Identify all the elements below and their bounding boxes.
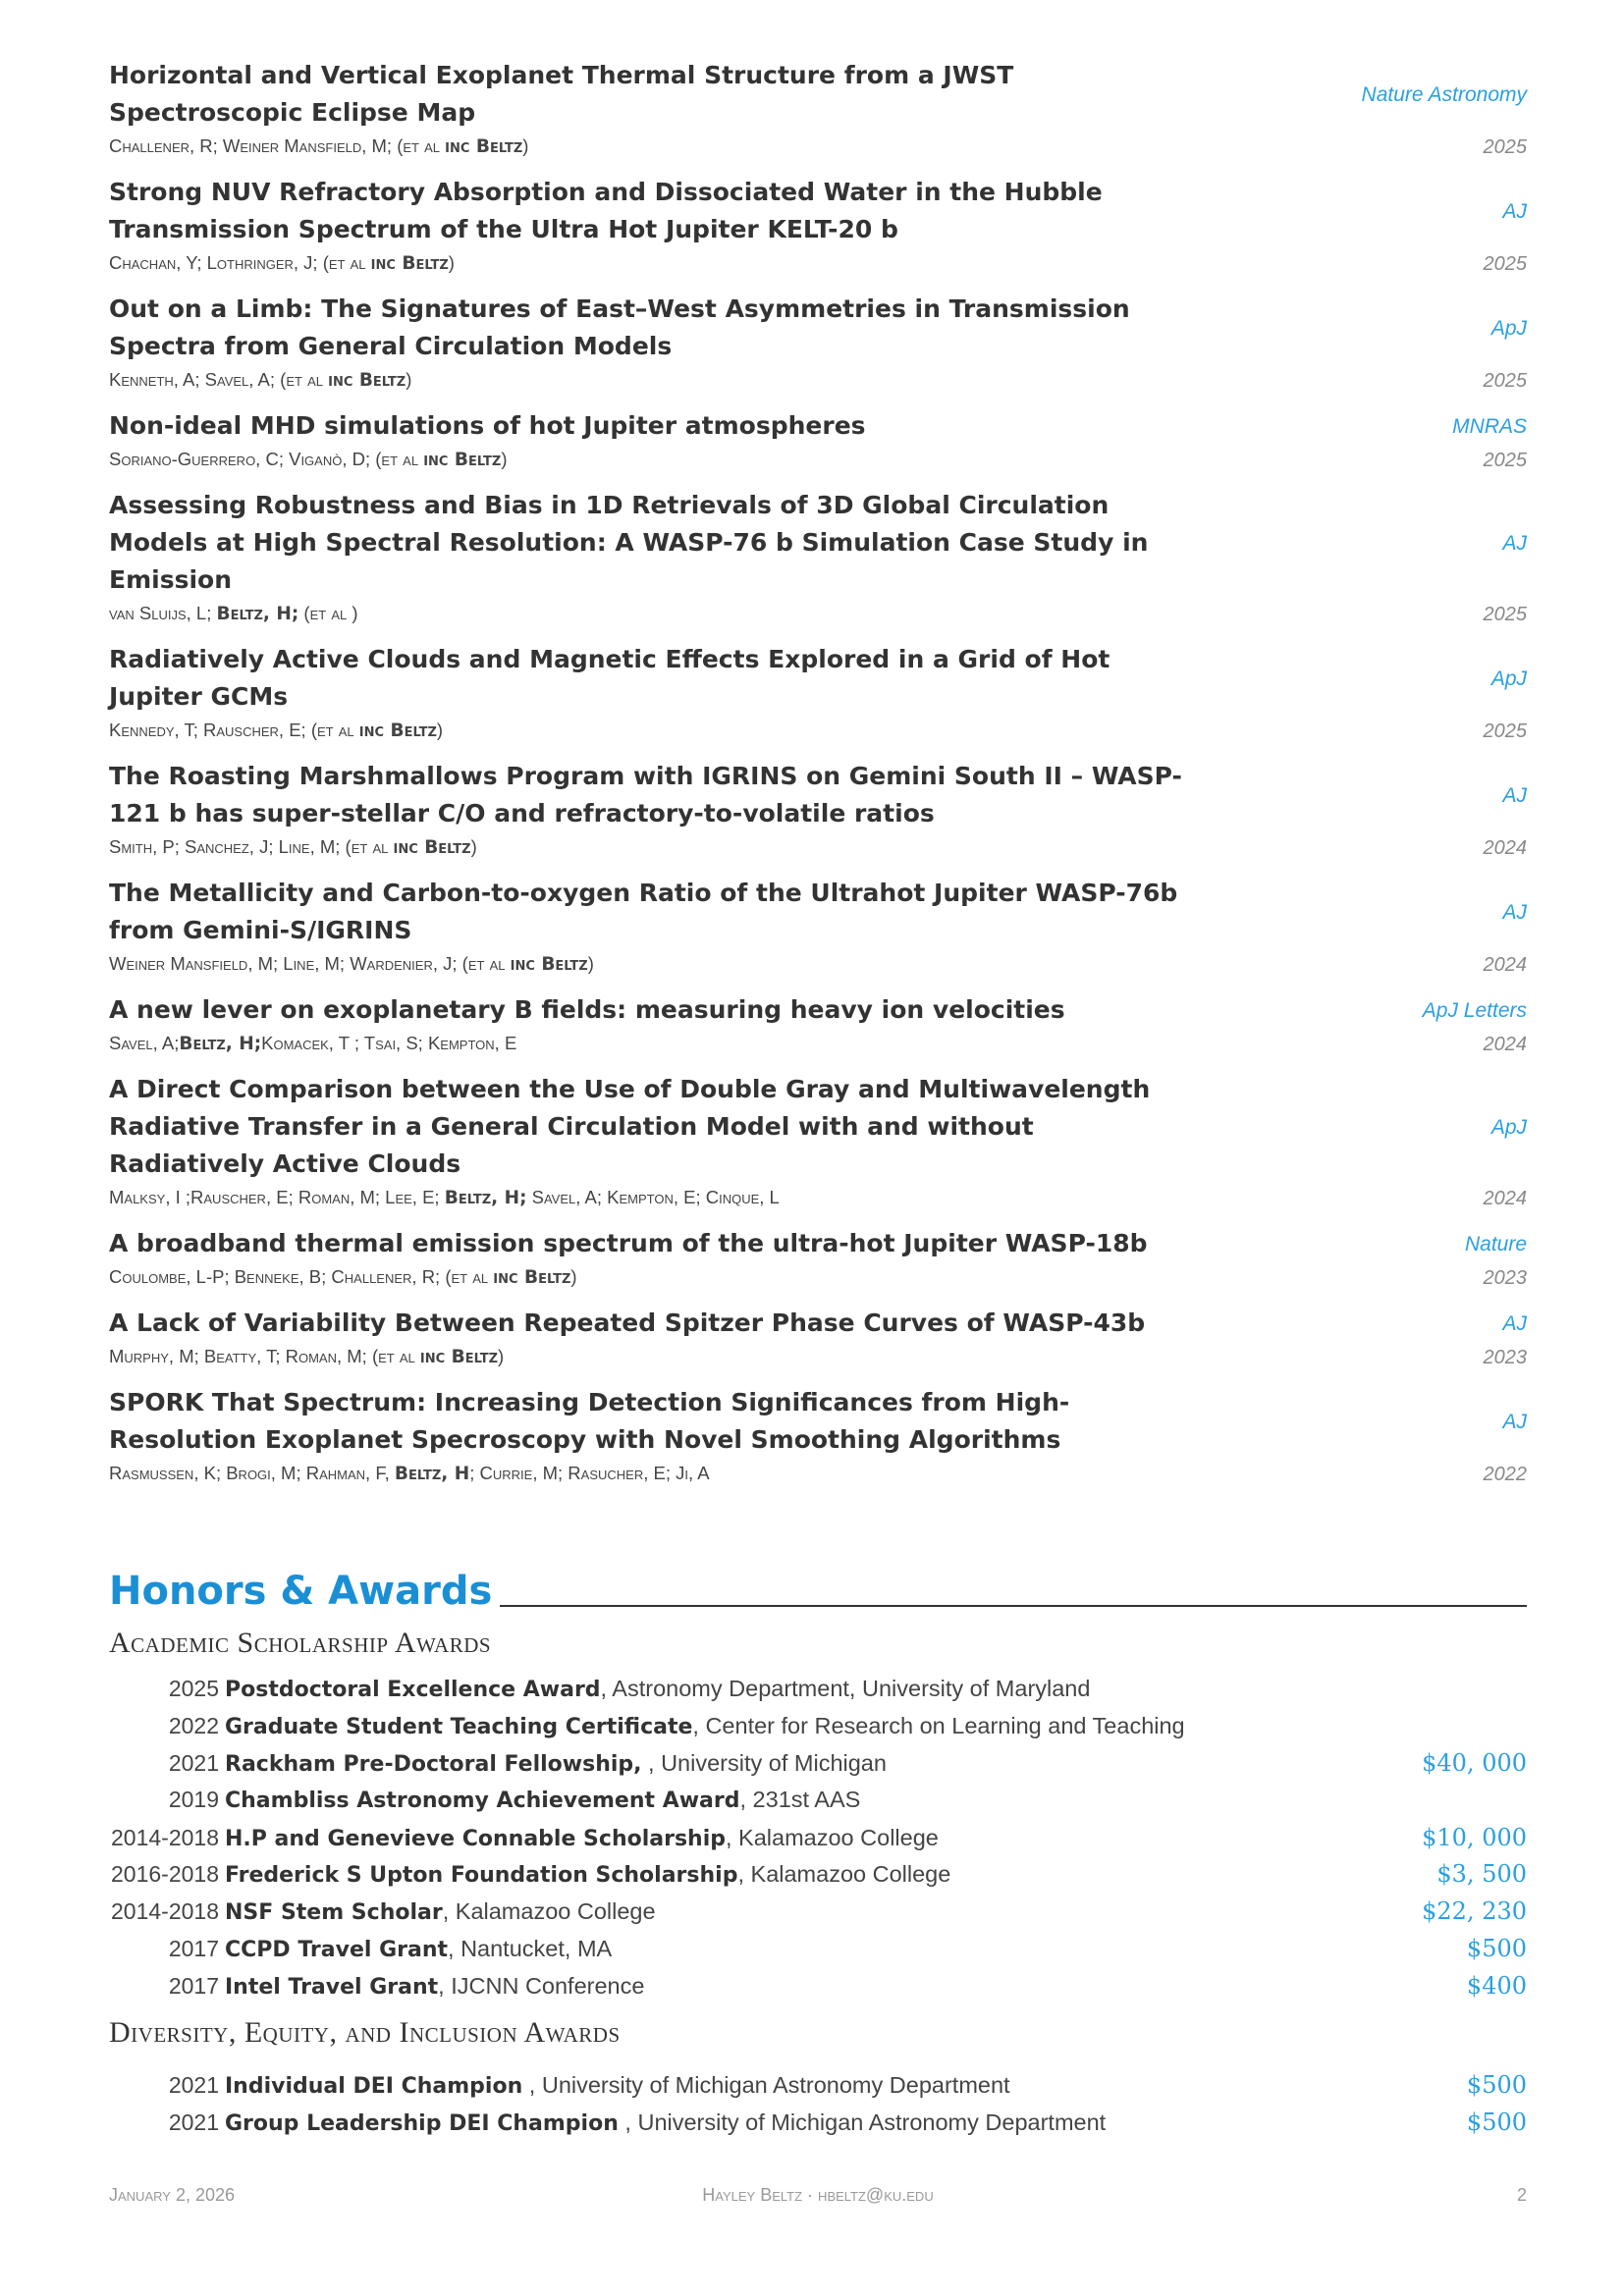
- footer-name-email: Hayley Beltz · hbeltz@ku.edu: [702, 2185, 934, 2205]
- publication-title: A Direct Comparison between the Use of Double Gray and Multiwavelength Radiative Transfer in a General Circulation Model with and without Radiatively Active Clouds: [109, 1075, 1151, 1178]
- publication-entry: [109, 758, 1527, 863]
- author-list-tail: ): [570, 1266, 577, 1287]
- author-list: Kennedy, T; Rauscher, E; (et al: [109, 720, 359, 740]
- publication-authors: [109, 1459, 1189, 1489]
- publication-entry: [109, 1071, 1527, 1213]
- award-detail: , Astronomy Department, University of Maryland: [600, 1676, 1091, 1701]
- publication-entry: [109, 487, 1527, 629]
- publication-journal[interactable]: ApJ: [1490, 1115, 1527, 1139]
- publication-meta: [1272, 291, 1527, 396]
- award-name: CCPD Travel Grant: [225, 1937, 449, 1962]
- publication-title: The Metallicity and Carbon-to-oxygen Ratio of the Ultrahot Jupiter WASP-76b from Gemini-S/IGRINS: [109, 879, 1178, 944]
- publication-meta: [1272, 875, 1527, 980]
- publication-entry: [109, 57, 1527, 162]
- award-amount: $400: [1466, 1971, 1527, 2000]
- award-name: Graduate Student Teaching Certificate: [225, 1714, 693, 1739]
- publication-title: A Lack of Variability Between Repeated Spitzer Phase Curves of WASP-43b: [109, 1308, 1146, 1337]
- author-highlight: Beltz, H;: [179, 1034, 262, 1054]
- award-amount: $500: [1466, 2108, 1527, 2136]
- award-year: 2021: [168, 2072, 219, 2099]
- award-name: Rackham Pre-Doctoral Fellowship,: [225, 1752, 642, 1778]
- dei-awards-title: Diversity, Equity, and Inclusion Awards: [109, 2016, 621, 2050]
- author-list: Weiner Mansfield, M; Line, M; Wardenier, J; (et al: [109, 953, 511, 974]
- author-list-tail: ): [470, 836, 477, 857]
- academic-awards-list: [109, 1676, 1527, 2008]
- publication-title: The Roasting Marshmallows Program with IGRINS on Gemini South II – WASP-121 b has super-stellar C/O and refractory-to-volatile ratios: [109, 762, 1182, 828]
- publication-meta: [1272, 487, 1527, 629]
- publication-meta: [1272, 1071, 1527, 1213]
- award-text: [225, 1750, 1422, 1777]
- author-list: van Sluijs, L;: [109, 603, 217, 623]
- award-name: H.P and Genevieve Connable Scholarship: [225, 1826, 726, 1851]
- publication-authors: [109, 365, 1189, 396]
- publication-authors: [109, 1342, 1189, 1372]
- award-text: [225, 1676, 1527, 1702]
- award-year: 2025: [168, 1676, 219, 1701]
- award-year: 2014-2018: [111, 1898, 219, 1925]
- cv-page: [109, 57, 1527, 2146]
- author-list: Smith, P; Sanchez, J; Line, M; (et al: [109, 836, 394, 857]
- publication-entry: [109, 641, 1527, 746]
- publication-journal[interactable]: ApJ: [1490, 667, 1527, 690]
- publication-entry: [109, 991, 1527, 1059]
- publication-authors: [109, 949, 1189, 980]
- dei-awards-list: [109, 2071, 1527, 2145]
- publication-authors: [109, 132, 1189, 162]
- publication-title: SPORK That Spectrum: Increasing Detection Significances from High-Resolution Exoplanet Specroscopy with Novel Smoothing Algorithms: [109, 1388, 1070, 1454]
- publication-entry: [109, 1225, 1527, 1293]
- author-highlight: inc Beltz: [358, 721, 437, 741]
- publication-entry: [109, 875, 1527, 980]
- award-amount: $500: [1466, 1934, 1527, 1962]
- publication-journal[interactable]: MNRAS: [1452, 414, 1527, 438]
- award-detail: , Center for Research on Learning and Teaching: [692, 1712, 1185, 1738]
- publication-main: [109, 291, 1189, 396]
- publication-title: Non-ideal MHD simulations of hot Jupiter atmospheres: [109, 411, 866, 440]
- publication-authors: [109, 1262, 1189, 1293]
- award-text: [225, 1973, 1467, 2000]
- publication-meta: [1272, 1305, 1527, 1372]
- publication-main: [109, 641, 1189, 746]
- author-list-tail: ): [587, 953, 594, 974]
- publication-journal[interactable]: Nature: [1464, 1232, 1527, 1255]
- publication-title: Horizontal and Vertical Exoplanet Thermal Structure from a JWST Spectroscopic Eclipse Map: [109, 61, 1014, 127]
- publication-year: 2025: [1483, 253, 1527, 275]
- publication-year: 2025: [1483, 721, 1527, 742]
- publication-title: A new lever on exoplanetary B fields: measuring heavy ion velocities: [109, 995, 1065, 1024]
- publication-authors: [109, 832, 1189, 863]
- award-name: Group Leadership DEI Champion: [225, 2110, 619, 2136]
- award-detail: , Kalamazoo College: [737, 1861, 951, 1888]
- author-list: Malksy, I ;Rauscher, E; Roman, M; Lee, E;: [109, 1187, 445, 1207]
- publication-authors: [109, 445, 1189, 475]
- author-highlight: inc Beltz: [370, 253, 449, 274]
- author-list: Soriano-Guerrero, C; Viganò, D; (et al: [109, 449, 424, 469]
- award-year: 2021: [168, 2109, 219, 2135]
- publication-journal[interactable]: ApJ Letters: [1422, 998, 1527, 1022]
- award-detail: , Nantucket, MA: [448, 1935, 613, 1961]
- publication-title: Strong NUV Refractory Absorption and Dissociated Water in the Hubble Transmission Spectrum of the Ultra Hot Jupiter KELT-20 b: [109, 178, 1103, 243]
- author-list-tail: ): [436, 720, 444, 740]
- publication-main: [109, 57, 1189, 162]
- footer-page-number: 2: [1516, 2185, 1527, 2205]
- award-row: [109, 1676, 1527, 1713]
- author-list-tail: Savel, A; Kempton, E; Cinque, L: [526, 1187, 780, 1207]
- award-name: Intel Travel Grant: [225, 1974, 439, 2000]
- publication-title: Radiatively Active Clouds and Magnetic Effects Explored in a Grid of Hot Jupiter GCMs: [109, 645, 1110, 711]
- award-detail: , Kalamazoo College: [726, 1824, 939, 1850]
- publication-title: Assessing Robustness and Bias in 1D Retrievals of 3D Global Circulation Models at High Spectral Resolution: A WASP-76 b Simulation Case Study in Emission: [109, 491, 1149, 594]
- publication-journal[interactable]: AJ: [1502, 1410, 1527, 1433]
- award-row: [109, 2109, 1527, 2146]
- award-year: 2022: [168, 1712, 219, 1738]
- publication-main: [109, 1225, 1189, 1293]
- author-list-tail: ): [406, 369, 412, 390]
- award-detail: , IJCNN Conference: [438, 1972, 645, 1999]
- publication-journal[interactable]: AJ: [1502, 1311, 1527, 1335]
- award-text: [225, 2109, 1467, 2136]
- publication-year: 2024: [1483, 837, 1527, 859]
- award-text: [225, 1787, 1527, 1813]
- award-detail: , Kalamazoo College: [442, 1898, 656, 1925]
- publication-journal[interactable]: AJ: [1502, 199, 1527, 223]
- publication-year: 2023: [1483, 1347, 1527, 1368]
- award-name: Postdoctoral Excellence Award: [225, 1678, 601, 1702]
- award-row: [109, 1749, 1527, 1787]
- author-highlight: Beltz, H;: [216, 604, 299, 624]
- author-list-tail: ): [522, 135, 529, 156]
- publication-year: 2025: [1483, 370, 1527, 392]
- author-list-tail: ): [448, 252, 455, 273]
- publication-authors: [109, 248, 1189, 279]
- award-row: [109, 2071, 1527, 2109]
- publication-main: [109, 1305, 1189, 1372]
- author-highlight: Beltz, H: [394, 1464, 470, 1484]
- publication-journal[interactable]: AJ: [1502, 900, 1527, 924]
- award-text: [225, 1861, 1436, 1888]
- award-text: [225, 1713, 1527, 1739]
- publication-main: [109, 174, 1189, 279]
- award-year: 2021: [168, 1750, 219, 1777]
- publication-year: 2025: [1483, 604, 1527, 625]
- author-highlight: inc Beltz: [393, 837, 471, 858]
- footer-date: January 2, 2026: [109, 2185, 235, 2205]
- publication-meta: [1272, 758, 1527, 863]
- author-list: Murphy, M; Beatty, T; Roman, M; (et al: [109, 1346, 420, 1366]
- author-list-tail: ; Currie, M; Rasucher, E; Ji, A: [469, 1463, 710, 1483]
- publication-authors: [109, 599, 1189, 629]
- award-amount: $500: [1466, 2071, 1527, 2100]
- award-detail: , University of Michigan Astronomy Department: [618, 2109, 1107, 2135]
- publication-main: [109, 487, 1189, 629]
- author-list-tail: (et al ): [298, 603, 358, 623]
- publication-year: 2025: [1483, 136, 1527, 158]
- award-text: [225, 1898, 1422, 1925]
- author-list: Kenneth, A; Savel, A; (et al: [109, 369, 329, 390]
- publication-journal[interactable]: AJ: [1502, 531, 1527, 555]
- author-list: Chachan, Y; Lothringer, J; (et al: [109, 252, 371, 273]
- author-list: Coulombe, L-P; Benneke, B; Challener, R; (et al: [109, 1266, 494, 1287]
- publication-journal[interactable]: AJ: [1502, 783, 1527, 807]
- award-detail: , 231st AAS: [739, 1787, 861, 1813]
- award-year: 2019: [168, 1787, 219, 1813]
- publication-year: 2023: [1483, 1267, 1527, 1289]
- publication-main: [109, 875, 1189, 980]
- publication-authors: [109, 1183, 1189, 1213]
- award-amount: $3, 500: [1436, 1860, 1527, 1889]
- award-detail: , University of Michigan Astronomy Department: [522, 2072, 1010, 2099]
- author-highlight: inc Beltz: [445, 136, 523, 157]
- award-name: Frederick S Upton Foundation Scholarship: [225, 1863, 738, 1889]
- publication-meta: [1272, 1225, 1527, 1293]
- publication-main: [109, 991, 1189, 1059]
- section-rule: [500, 1605, 1527, 1607]
- publication-journal[interactable]: ApJ: [1490, 316, 1527, 340]
- author-highlight: inc Beltz: [510, 954, 588, 975]
- author-list-tail: Komacek, T ; Tsai, S; Kempton, E: [261, 1033, 517, 1053]
- award-row: [109, 1787, 1527, 1824]
- author-highlight: Beltz, H;: [444, 1188, 527, 1208]
- award-year: 2017: [168, 1972, 219, 1999]
- publication-meta: [1272, 641, 1527, 746]
- publication-title: A broadband thermal emission spectrum of the ultra-hot Jupiter WASP-18b: [109, 1229, 1148, 1257]
- award-year: 2017: [168, 1935, 219, 1961]
- publication-meta: [1272, 991, 1527, 1059]
- publication-main: [109, 1384, 1189, 1489]
- publication-meta: [1272, 407, 1527, 475]
- award-year: 2016-2018: [111, 1861, 219, 1888]
- publication-year: 2024: [1483, 1034, 1527, 1055]
- award-text: [225, 1936, 1467, 1962]
- publication-main: [109, 758, 1189, 863]
- publication-main: [109, 407, 1189, 475]
- honors-section-header: [109, 1568, 1527, 1615]
- publication-entry: [109, 174, 1527, 279]
- award-row: [109, 1972, 1527, 2009]
- award-amount: $22, 230: [1422, 1897, 1527, 1926]
- award-row: [109, 1935, 1527, 1972]
- publication-journal[interactable]: Nature Astronomy: [1361, 82, 1527, 106]
- publication-year: 2024: [1483, 954, 1527, 976]
- award-row: [109, 1824, 1527, 1861]
- award-name: NSF Stem Scholar: [225, 1900, 443, 1926]
- author-list-tail: ): [501, 449, 508, 469]
- publication-year: 2024: [1483, 1188, 1527, 1209]
- author-highlight: inc Beltz: [328, 370, 406, 391]
- award-name: Individual DEI Champion: [225, 2074, 523, 2100]
- author-list: Savel, A;: [109, 1033, 180, 1053]
- award-detail: , University of Michigan: [641, 1750, 887, 1777]
- publication-title: Out on a Limb: The Signatures of East–West Asymmetries in Transmission Spectra from General Circulation Models: [109, 294, 1130, 360]
- publication-entry: [109, 407, 1527, 475]
- publication-authors: [109, 1029, 1189, 1059]
- publication-year: 2025: [1483, 450, 1527, 471]
- publication-year: 2022: [1483, 1464, 1527, 1485]
- section-title: Honors & Awards: [109, 1569, 493, 1614]
- publication-meta: [1272, 57, 1527, 162]
- publication-list: [109, 57, 1527, 1489]
- publication-meta: [1272, 1384, 1527, 1489]
- publication-main: [109, 1071, 1189, 1213]
- publication-entry: [109, 291, 1527, 396]
- award-amount: $10, 000: [1422, 1823, 1527, 1851]
- author-list: Rasmussen, K; Brogi, M; Rahman, F,: [109, 1463, 395, 1483]
- award-row: [109, 1860, 1527, 1897]
- author-highlight: inc Beltz: [419, 1347, 499, 1367]
- award-text: [225, 2072, 1467, 2099]
- award-amount: $40, 000: [1422, 1749, 1527, 1778]
- author-highlight: inc Beltz: [423, 450, 502, 470]
- publication-entry: [109, 1384, 1527, 1489]
- award-text: [225, 1825, 1422, 1851]
- publication-meta: [1272, 174, 1527, 279]
- publication-entry: [109, 1305, 1527, 1372]
- page-footer: [109, 2185, 1527, 2215]
- award-year: 2014-2018: [111, 1824, 219, 1850]
- publication-authors: [109, 716, 1189, 746]
- author-highlight: inc Beltz: [493, 1267, 571, 1288]
- academic-awards-title: Academic Scholarship Awards: [109, 1627, 492, 1659]
- award-name: Chambliss Astronomy Achievement Award: [225, 1789, 740, 1814]
- award-row: [109, 1713, 1527, 1750]
- award-row: [109, 1897, 1527, 1935]
- author-list: Challener, R; Weiner Mansfield, M; (et al: [109, 135, 446, 156]
- author-list-tail: ): [498, 1346, 505, 1366]
